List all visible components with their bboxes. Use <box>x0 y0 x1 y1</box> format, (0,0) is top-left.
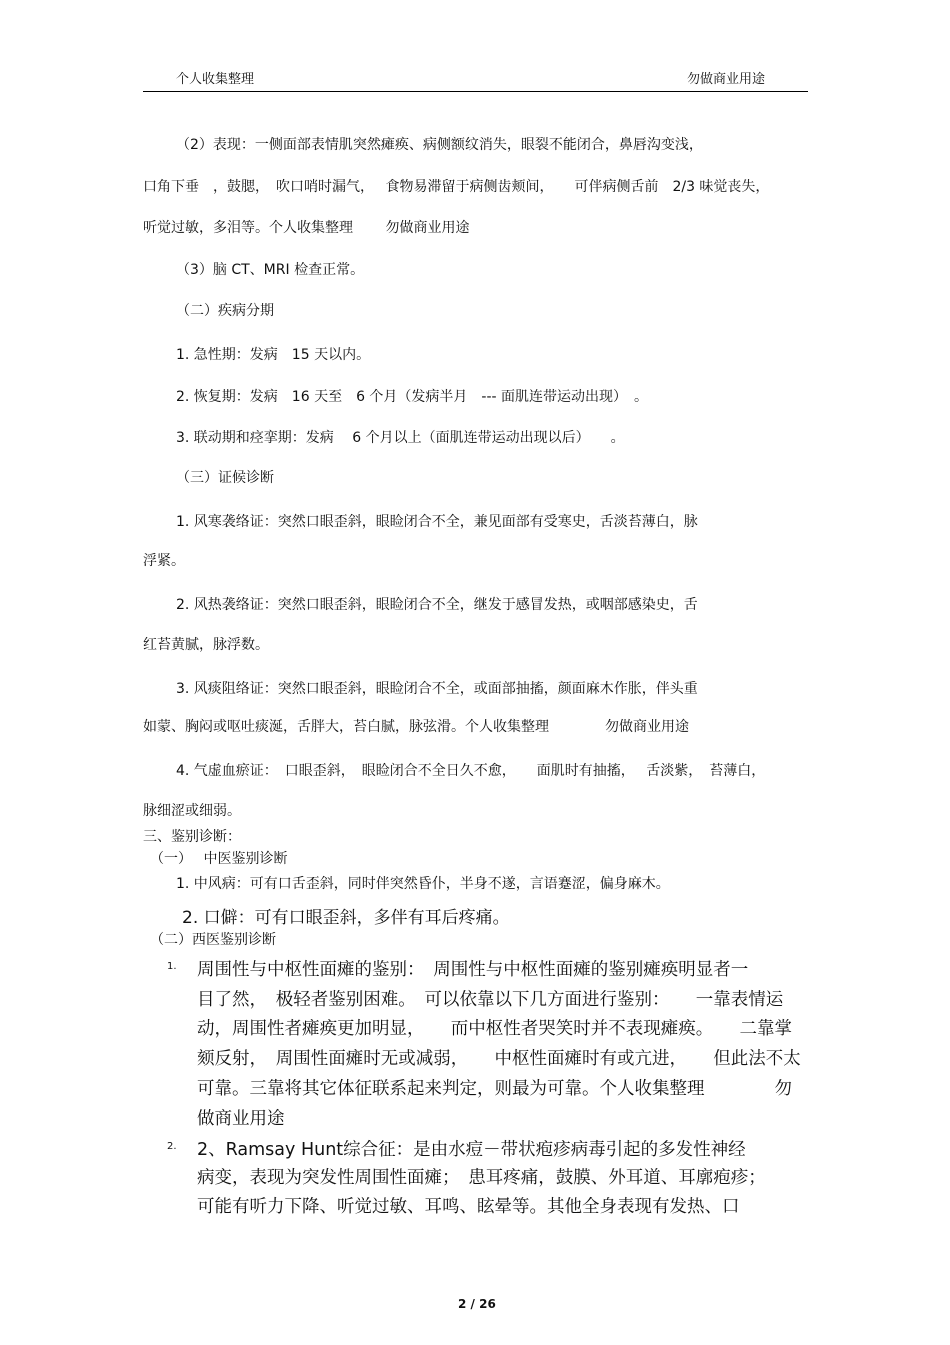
list-item-line: 周围性与中枢性面瘫的鉴别： 周围性与中枢性面瘫的鉴别瘫痪明显者一 <box>197 960 749 980</box>
body-line: 浮紧。 <box>143 553 185 569</box>
body-line: （3）脑 CT、MRI 检查正常。 <box>176 262 365 278</box>
body-line: 1. 风寒袭络证：突然口眼歪斜，眼睑闭合不全，兼见面部有受寒史，舌淡苔薄白，脉 <box>176 514 698 530</box>
page-number: 2 / 26 <box>458 1297 496 1311</box>
body-line: 听觉过敏，多泪等。个人收集整理 勿做商业用途 <box>143 220 470 236</box>
section-heading: （二）疾病分期 <box>176 303 274 319</box>
list-item-line: 颏反射， 周围性面瘫时无或减弱， 中枢性面瘫时有或亢进， 但此法不太 <box>197 1049 801 1069</box>
body-line: （2）表现：一侧面部表情肌突然瘫痪、病侧额纹消失，眼裂不能闭合，鼻唇沟变浅， <box>176 137 703 153</box>
list-number: 2. <box>167 1141 177 1152</box>
section-heading: （一） 中医鉴别诊断 <box>150 851 288 867</box>
body-line: 脉细涩或细弱。 <box>143 803 241 819</box>
body-line: 红苔黄腻，脉浮数。 <box>143 637 269 653</box>
header-right: 勿做商业用途 <box>687 72 766 87</box>
list-item-line: 做商业用途 <box>197 1109 285 1129</box>
section-heading: 三、鉴别诊断： <box>143 829 241 845</box>
body-line: 2. 恢复期：发病 16 天至 6 个月（发病半月 --- 面肌连带运动出现） 。 <box>176 389 649 405</box>
list-item-line: 动，周围性者瘫痪更加明显， 而中枢性者哭笑时并不表现瘫痪。 二靠掌 <box>197 1019 792 1039</box>
header-left: 个人收集整理 <box>176 72 255 87</box>
body-line: 如蒙、胸闷或呕吐痰涎，舌胖大，苔白腻，脉弦滑。个人收集整理 勿做商业用途 <box>143 719 689 735</box>
body-line: 1. 中风病：可有口舌歪斜，同时伴突然昏仆，半身不遂，言语蹇涩，偏身麻木。 <box>176 876 670 892</box>
body-line: 1. 急性期：发病 15 天以内。 <box>176 347 371 363</box>
body-line: 2. 风热袭络证：突然口眼歪斜，眼睑闭合不全，继发于感冒发热，或咽部感染史，舌 <box>176 597 698 613</box>
section-heading: （二）西医鉴别诊断 <box>150 932 276 948</box>
body-line: 3. 风痰阻络证：突然口眼歪斜，眼睑闭合不全，或面部抽搐，颜面麻木作胀，伴头重 <box>176 681 698 697</box>
list-item-line: 病变，表现为突发性周围性面瘫； 患耳疼痛，鼓膜、外耳道、耳廓疱疹； <box>197 1168 766 1188</box>
list-item-line: 可靠。三靠将其它体征联系起来判定，则最为可靠。个人收集整理 勿 <box>197 1079 792 1099</box>
list-item-line: 目了然， 极轻者鉴别困难。 可以依靠以下几方面进行鉴别： 一靠表情运 <box>197 990 784 1010</box>
body-line: 4. 气虚血瘀证： 口眼歪斜， 眼睑闭合不全日久不愈， 面肌时有抽搐， 舌淡紫， 苔薄白， <box>176 763 766 779</box>
body-line: 口角下垂 ，鼓腮， 吹口哨时漏气， 食物易滞留于病侧齿颊间， 可伴病侧舌前 2/3 味觉丧失， <box>143 179 770 195</box>
list-item-line: 可能有听力下降、听觉过敏、耳鸣、眩晕等。其他全身表现有发热、口 <box>197 1197 740 1217</box>
section-heading: （三）证候诊断 <box>176 470 274 486</box>
list-item-line: 2、Ramsay Hunt综合征：是由水痘－带状疱疹病毒引起的多发性神经 <box>197 1140 746 1160</box>
list-number: 1. <box>167 961 177 972</box>
body-line: 3. 联动期和痉挛期：发病 6 个月以上（面肌连带运动出现以后） 。 <box>176 430 625 446</box>
body-line: 2. 口僻：可有口眼歪斜，多伴有耳后疼痛。 <box>182 908 510 928</box>
header-rule <box>143 91 808 92</box>
